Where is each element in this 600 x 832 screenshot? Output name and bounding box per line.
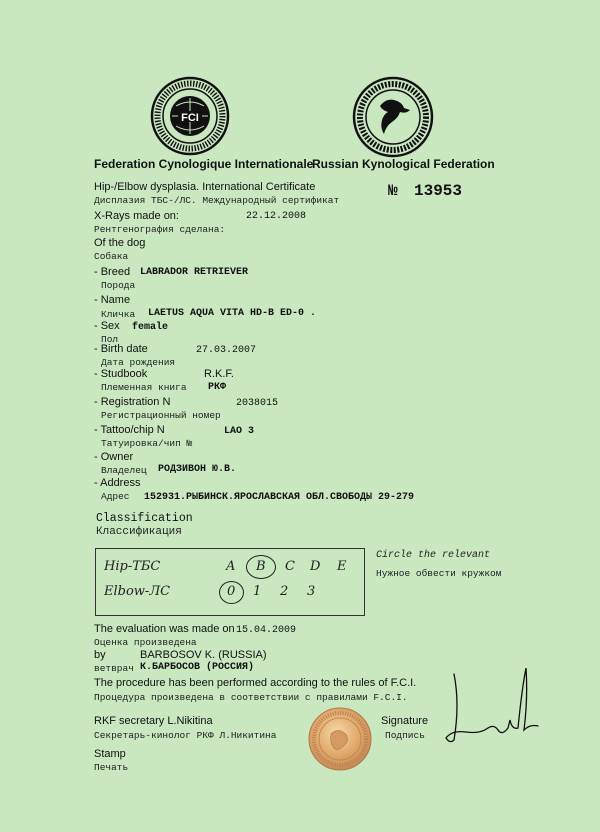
address-label-ru: Адрес xyxy=(101,491,130,502)
sex-label-en: - Sex xyxy=(94,320,120,332)
certificate-title-ru: Дисплазия ТБС-/ЛС. Международный сертификат xyxy=(94,195,340,206)
by-label-ru: ветврач xyxy=(94,663,134,674)
xray-date: 22.12.2008 xyxy=(246,211,307,222)
registration-label-ru: Регистрационный номер xyxy=(101,410,221,421)
tattoo-label-en: - Tattoo/chip N xyxy=(94,424,165,436)
elbow-grade: 3 xyxy=(307,584,316,599)
name-label-ru: Кличка xyxy=(101,309,136,320)
elbow-label: Elbow-ЛС xyxy=(104,584,171,599)
fci-logo xyxy=(150,76,230,156)
procedure-en: The procedure has been performed according to the rules of F.C.I. xyxy=(94,677,417,689)
hip-grade: D xyxy=(310,559,321,574)
elbow-grade: 1 xyxy=(253,584,262,599)
hip-selected-circle xyxy=(246,555,276,579)
xray-label-en: X-Rays made on: xyxy=(94,210,179,222)
fci-logo-text: FCI xyxy=(181,112,199,124)
classification-label-ru: Классификация xyxy=(96,526,182,538)
birth-value: 27.03.2007 xyxy=(196,345,257,356)
breed-value: LABRADOR RETRIEVER xyxy=(140,267,249,278)
studbook-label-ru: Племенная книга xyxy=(101,382,187,393)
studbook-value-en: R.K.F. xyxy=(204,368,234,380)
address-value: 152931.РЫБИНСК.ЯРОСЛАВСКАЯ ОБЛ.СВОБОДЫ 29-279 xyxy=(144,492,415,503)
xray-label-ru: Рентгенография сделана: xyxy=(94,224,226,235)
signature-scribble xyxy=(436,666,546,750)
registration-value: 2038015 xyxy=(236,398,279,409)
procedure-ru: Процедура произведена в соответствии с правилами F.C.I. xyxy=(94,692,408,703)
hip-grade: E xyxy=(337,559,347,574)
evaluation-label-ru: Оценка произведена xyxy=(94,637,197,648)
sex-label-ru: Пол xyxy=(101,334,119,345)
elbow-grade: 0 xyxy=(227,584,236,599)
stamp-label-en: Stamp xyxy=(94,748,126,760)
dog-section-ru: Собака xyxy=(94,251,129,262)
hologram-seal xyxy=(307,706,373,772)
classification-box xyxy=(95,548,365,616)
circle-note-en: Circle the relevant xyxy=(376,550,491,561)
certificate-number: 13953 xyxy=(414,182,463,200)
classification-label-en: Classification xyxy=(96,512,193,525)
org-fci-name: Federation Cynologique Internationale xyxy=(94,157,314,171)
registration-label-en: - Registration N xyxy=(94,396,171,408)
evaluation-date: 15.04.2009 xyxy=(236,625,297,636)
hip-grade: C xyxy=(285,559,295,574)
elbow-selected-circle xyxy=(219,581,244,604)
hip-label: Hip-ТБС xyxy=(104,559,161,574)
tattoo-label-ru: Татуировка/чип № xyxy=(101,438,193,449)
secretary-ru: Секретарь-кинолог РКФ Л.Никитина xyxy=(94,730,277,741)
signature-label-en: Signature xyxy=(381,715,429,727)
studbook-label-en: - Studbook xyxy=(94,368,148,380)
secretary-en: RKF secretary L.Nikitina xyxy=(94,715,213,727)
vet-name-ru: К.БАРБОСОВ (РОССИЯ) xyxy=(140,662,255,673)
owner-label-ru: Владелец xyxy=(101,465,147,476)
evaluation-label-en: The evaluation was made on xyxy=(94,623,235,635)
sex-value: female xyxy=(132,322,169,333)
signature-label-ru: Подпись xyxy=(385,730,425,741)
vet-name-en: BARBOSOV K. (RUSSIA) xyxy=(140,649,267,661)
birth-label-ru: Дата рождения xyxy=(101,357,176,368)
stamp-label-ru: Печать xyxy=(94,762,129,773)
owner-value: РОДЗИВОН Ю.В. xyxy=(158,464,237,475)
certificate-number-label: № xyxy=(388,182,398,200)
dog-section-en: Of the dog xyxy=(94,237,146,249)
certificate-title-en: Hip-/Elbow dysplasia. International Certificate xyxy=(94,181,316,193)
rkf-logo xyxy=(352,76,434,158)
breed-label-en: - Breed xyxy=(94,266,131,278)
studbook-value-ru: РКФ xyxy=(208,382,227,393)
hip-grade: B xyxy=(256,559,266,574)
name-value: LAETUS AQUA VITA HD-B ED-0 . xyxy=(148,308,317,319)
breed-label-ru: Порода xyxy=(101,280,136,291)
circle-note-ru: Нужное обвести кружком xyxy=(376,568,502,579)
elbow-grade: 2 xyxy=(280,584,289,599)
hip-grade: A xyxy=(226,559,236,574)
address-label-en: - Address xyxy=(94,477,141,489)
name-label-en: - Name xyxy=(94,294,131,306)
birth-label-en: - Birth date xyxy=(94,343,148,355)
tattoo-value: LAO 3 xyxy=(224,426,255,437)
by-label-en: by xyxy=(94,649,106,661)
owner-label-en: - Owner xyxy=(94,451,134,463)
org-rkf-name: Russian Kynological Federation xyxy=(312,157,495,171)
